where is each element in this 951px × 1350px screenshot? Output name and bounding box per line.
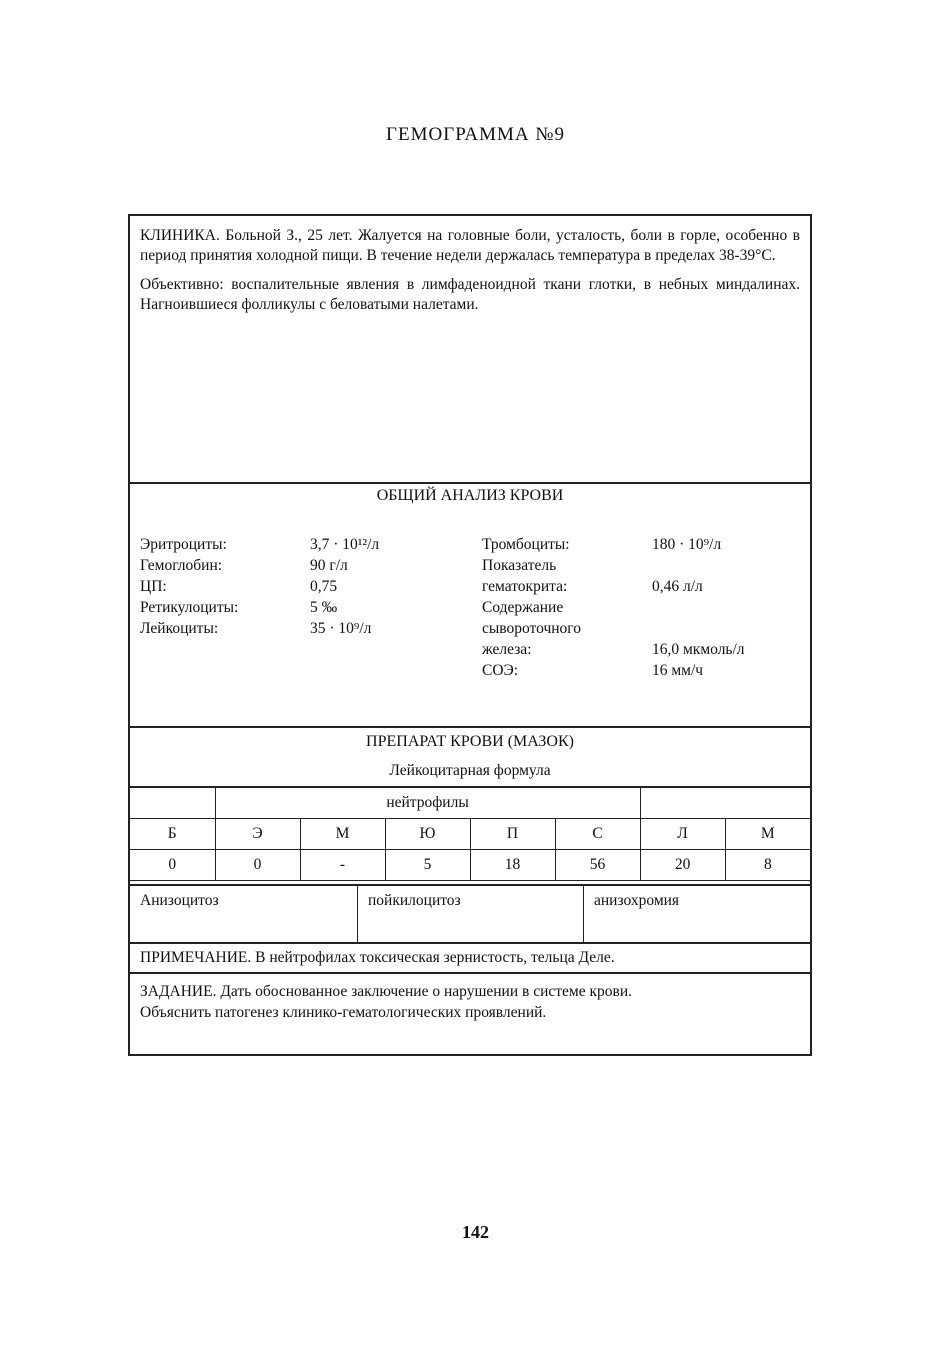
analysis-heading: ОБЩИЙ АНАЛИЗ КРОВИ bbox=[376, 487, 564, 504]
col-segmented: С bbox=[555, 819, 640, 850]
val-lymphocytes: 20 bbox=[640, 850, 725, 881]
col-band: П bbox=[470, 819, 555, 850]
analysis-left-values bbox=[310, 534, 379, 639]
color-index-label: ЦП: bbox=[140, 578, 167, 595]
smear-heading: ПРЕПАРАТ КРОВИ (МАЗОК) bbox=[366, 733, 574, 750]
serum-iron-value: 16,0 мкмоль/л bbox=[652, 641, 745, 658]
group-cell-empty-left bbox=[130, 788, 215, 819]
task-line-2: Объяснить патогенез клинико-гематологических проявлений. bbox=[140, 1004, 547, 1021]
page-number: 142 bbox=[462, 1222, 489, 1242]
color-index-value: 0,75 bbox=[310, 578, 338, 595]
hemoglobin-value: 90 г/л bbox=[310, 557, 348, 574]
poikilocytosis-cell: пойкилоцитоз bbox=[358, 886, 584, 942]
neutrophils-group-header: нейтрофилы bbox=[215, 788, 640, 819]
hematocrit-value: 0,46 л/л bbox=[652, 578, 703, 595]
page-title: ГЕМОГРАММА №9 bbox=[386, 124, 565, 145]
esr-value: 16 мм/ч bbox=[652, 662, 704, 679]
leukocyte-formula-heading: Лейкоцитарная формула bbox=[389, 762, 551, 779]
analysis-right-labels bbox=[482, 534, 581, 681]
blood-analysis-section bbox=[130, 484, 810, 728]
formula-group-row bbox=[130, 788, 810, 819]
anisocytosis-cell: Анизоцитоз bbox=[130, 886, 358, 942]
note-text: ПРИМЕЧАНИЕ. В нейтрофилах токсическая зернистость, тельца Деле. bbox=[130, 944, 810, 974]
hematocrit-label-2: гематокрита: bbox=[482, 578, 568, 595]
val-myelocytes: - bbox=[300, 850, 385, 881]
val-band: 18 bbox=[470, 850, 555, 881]
serum-iron-label-2: сывороточного bbox=[482, 620, 582, 637]
reticulocytes-label: Ретикулоциты: bbox=[140, 599, 239, 616]
group-cell-empty-right bbox=[640, 788, 810, 819]
blank-value-2 bbox=[652, 597, 745, 618]
esr-label: СОЭ: bbox=[482, 662, 519, 679]
val-metamyelocytes: 5 bbox=[385, 850, 470, 881]
serum-iron-label-1: Содержание bbox=[482, 599, 564, 616]
hemoglobin-label: Гемоглобин: bbox=[140, 557, 223, 574]
serum-iron-label-3: железа: bbox=[482, 641, 532, 658]
erythrocytes-label: Эритроциты: bbox=[140, 536, 227, 553]
col-eosinophils: Э bbox=[215, 819, 300, 850]
formula-values-row bbox=[130, 850, 810, 881]
hemogram-card bbox=[128, 214, 812, 1056]
val-segmented: 56 bbox=[555, 850, 640, 881]
task-section bbox=[130, 974, 810, 1054]
morphology-row bbox=[130, 884, 810, 944]
col-monocytes: М bbox=[725, 819, 810, 850]
col-myelocytes: М bbox=[300, 819, 385, 850]
anisochromia-cell: анизохромия bbox=[594, 892, 680, 909]
platelets-value: 180 · 10⁹/л bbox=[652, 536, 722, 553]
analysis-right-values bbox=[652, 534, 745, 681]
leukocytes-value: 35 · 10⁹/л bbox=[310, 620, 372, 637]
val-basophils: 0 bbox=[130, 850, 215, 881]
task-line-1: ЗАДАНИЕ. Дать обоснованное заключение о нарушении в системе крови. bbox=[140, 983, 633, 1000]
col-lymphocytes: Л bbox=[640, 819, 725, 850]
clinic-section bbox=[130, 216, 810, 484]
formula-header-row bbox=[130, 819, 810, 850]
analysis-left-labels bbox=[140, 534, 238, 639]
leukocytes-label: Лейкоциты: bbox=[140, 620, 219, 637]
col-basophils: Б bbox=[130, 819, 215, 850]
blank-value-3 bbox=[652, 618, 745, 639]
clinic-objective: Объективно: воспалительные явления в лимфаденоидной ткани глотки, в небных миндалинах. Нагноившиеся фолликулы с беловатыми налетами. bbox=[140, 276, 800, 313]
blank-value-1 bbox=[652, 555, 745, 576]
val-monocytes: 8 bbox=[725, 850, 810, 881]
reticulocytes-value: 5 ‰ bbox=[310, 599, 338, 616]
leukocyte-formula-table bbox=[130, 788, 810, 881]
hematocrit-label-1: Показатель bbox=[482, 557, 557, 574]
clinic-complaints: КЛИНИКА. Больной З., 25 лет. Жалуется на головные боли, усталость, боли в горле, особенно в период принятия холодной пищи. В течение недели держалась температура в пределах 38-39°С. bbox=[140, 227, 800, 264]
erythrocytes-value: 3,7 · 10¹²/л bbox=[310, 536, 380, 553]
platelets-label: Тромбоциты: bbox=[482, 536, 570, 553]
val-eosinophils: 0 bbox=[215, 850, 300, 881]
col-metamyelocytes: Ю bbox=[385, 819, 470, 850]
smear-section bbox=[130, 728, 810, 788]
